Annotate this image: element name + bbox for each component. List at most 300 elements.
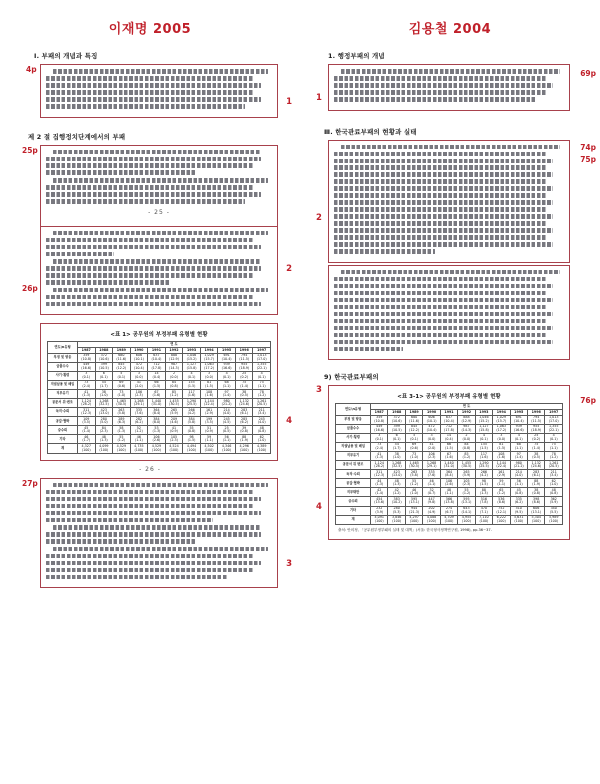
table-row [336, 451, 563, 460]
table-cell: 510 (9.5) [510, 506, 527, 515]
table-year-header: 1989 [405, 409, 422, 415]
table-cell: 59 (1.1) [200, 435, 218, 444]
table-cell: 38 (0.5) [527, 451, 544, 460]
right-table-group-header: 연 도 [371, 404, 563, 410]
table-cell: 4,955 (100) [458, 515, 475, 524]
table-cell: 81 (1.5) [200, 380, 218, 389]
table-cell: 1,063 (17.2) [493, 424, 510, 433]
right-data-table [335, 403, 563, 524]
table-cell: 266 (4.2) [183, 408, 201, 417]
table-cell: 335 (7.6) [423, 470, 440, 479]
table-cell: 1,046 (15.2) [183, 353, 201, 362]
table-cell: 4,529 (100) [148, 444, 166, 453]
table-cell: 4,088 (100) [423, 515, 440, 524]
table-cell: 1,127 (15.8) [475, 424, 492, 433]
table-cell: 3 (0.1) [77, 371, 95, 380]
table-cell: 155 (1.5) [475, 442, 492, 451]
right-document-column [300, 0, 600, 784]
left-highlight-block-2[interactable] [40, 145, 278, 226]
table-cell: 88 (1.9) [235, 435, 253, 444]
right-page-mark-69p: 69p [580, 69, 596, 78]
left-page-mark-4p: 4p [26, 65, 37, 74]
table-year-header: 1989 [113, 347, 131, 353]
table-cell: 987 (14.3) [458, 424, 475, 433]
table-cell: 1,013 (17.0) [545, 415, 563, 424]
table-cell: 73 (1.0) [405, 451, 422, 460]
right-page-mark-75p: 75p [580, 154, 596, 164]
left-document-title: 이재명 2005 [108, 22, 192, 37]
table-cell: 423 (13.0) [95, 408, 113, 417]
table-cell: 1,455 (30.5) [165, 399, 183, 408]
table-cell: 14 (0.4) [148, 371, 166, 380]
table-cell: 4 (0.1) [253, 371, 271, 380]
right-highlight-block-3[interactable] [328, 265, 570, 360]
table-cell: 6 (0.1) [388, 433, 405, 442]
table-cell: 939 (16.6) [218, 362, 236, 371]
table-cell: 536 (8.6) [493, 497, 510, 506]
table-cell: 1,063 (17.2) [200, 362, 218, 371]
table-cell: 1,355 (22.1) [253, 362, 271, 371]
table-cell: 1,440 (31.0) [148, 399, 166, 408]
table-cell: 987 (14.3) [165, 362, 183, 371]
table-cell: 41 (2.0) [130, 380, 148, 389]
table-cell: 944 (21.3) [405, 506, 422, 515]
table-row-label: 사기·횡령 [48, 371, 78, 380]
table-cell: 1,268 (32.5) [388, 461, 405, 470]
table-cell: 383 (10.2) [388, 497, 405, 506]
table-year-header: 1993 [183, 347, 201, 353]
table-cell: 274 (6.7) [440, 506, 457, 515]
table-cell: 399 (10.5) [388, 424, 405, 433]
table-cell: 1,144 (22.4) [493, 461, 510, 470]
table-cell: 595 (13.1) [405, 497, 422, 506]
table-cell: 283 (6.1) [235, 408, 253, 417]
table-cell: 372 (10.6) [388, 415, 405, 424]
paragraph [334, 69, 564, 102]
right-page-mark-74p: 74p [580, 142, 596, 152]
left-page-number-25: - 25 - [148, 208, 170, 216]
table-cell: 398 (8.6) [527, 497, 544, 506]
paragraph [46, 483, 272, 523]
table-cell: 67 (1.6) [440, 451, 457, 460]
table-cell: 1,261 (20.5) [545, 461, 563, 470]
table-cell: 14 (0.4) [440, 433, 457, 442]
table-cell: 4,327 (100) [77, 444, 95, 453]
table-cell: 712 (17.8) [440, 424, 457, 433]
table-cell: 45 (1.4) [77, 426, 95, 435]
right-table-highlight-block[interactable] [328, 385, 570, 539]
table-year-header: 1992 [458, 409, 475, 415]
table-cell: 606 (10.1) [130, 353, 148, 362]
table-cell: 62 (1.0) [253, 435, 271, 444]
table-cell: 38 (0.5) [235, 389, 253, 398]
table-cell: 472 (10.4) [130, 362, 148, 371]
table-cell: 214 (4.0) [510, 470, 527, 479]
table-row [336, 442, 563, 451]
table-year-header: 1994 [493, 409, 510, 415]
table-cell: 606 (10.1) [423, 415, 440, 424]
table-row [48, 389, 271, 398]
table-row-label: 독직·수뢰 [48, 408, 78, 417]
table-cell: 42 (1.2) [388, 488, 405, 497]
table-row [336, 497, 563, 506]
table-row-label: 직무유기 [336, 451, 371, 460]
table-cell: 98 (1.5) [183, 435, 201, 444]
table-row [48, 371, 271, 380]
table-row-label: 증수뢰 [48, 426, 78, 435]
table-cell: 245 (4.5) [218, 417, 236, 426]
table-cell: 1,046 (15.2) [475, 415, 492, 424]
table-cell: 5,989 (100) [545, 515, 563, 524]
table-cell: 955 (18.9) [235, 362, 253, 371]
table-year-header: 1994 [200, 347, 218, 353]
table-cell: 637 (10.4) [148, 353, 166, 362]
table-cell: 38 (0.8) [527, 488, 544, 497]
table-cell: 4 (0.1) [475, 433, 492, 442]
table-cell: 1,124 (28.2) [77, 399, 95, 408]
table-cell: 46 (1.7) [77, 435, 95, 444]
table-cell: 58 (1.3) [113, 426, 131, 435]
table-cell: 449 (16.6) [77, 362, 95, 371]
table-cell: 606 (13.1) [527, 506, 544, 515]
table-cell: 712 (17.8) [148, 362, 166, 371]
table-cell: 566 (13.8) [440, 497, 457, 506]
table-row [336, 461, 563, 470]
table-cell: 55 (0.8) [183, 426, 201, 435]
table-cell: 1,268 (29.1) [423, 461, 440, 470]
table-cell: 84 (0.8) [458, 442, 475, 451]
table-cell: 845 (12.2) [113, 362, 131, 371]
table-row-label: 부정 및 향응 [336, 415, 371, 424]
table-cell: 232 (3.9) [371, 506, 388, 515]
table-cell: 42 (1.4) [371, 488, 388, 497]
table-cell: 384 (8.0) [148, 417, 166, 426]
table-cell: 4,502 (100) [200, 444, 218, 453]
left-table-corner: 연도\n유형 [48, 342, 78, 353]
table-row [336, 470, 563, 479]
table-cell: 48 (0.8) [545, 488, 563, 497]
table-cell: 472 (10.4) [423, 424, 440, 433]
left-highlight-block-1[interactable] [40, 64, 278, 118]
table-cell: 55 (1.2) [113, 435, 131, 444]
table-cell: 108 (1.6) [200, 389, 218, 398]
table-year-header: 1990 [130, 347, 148, 353]
table-cell: 211 (3.4) [253, 408, 271, 417]
left-highlight-block-3[interactable] [40, 478, 278, 589]
table-cell: 46 (1.1) [130, 435, 148, 444]
table-cell: 359 (10.8) [371, 415, 388, 424]
right-page-mark-76p: 76p [580, 396, 596, 406]
paragraph [334, 145, 564, 254]
table-cell: 4,296 (100) [235, 444, 253, 453]
table-cell: 384 (5.8) [183, 417, 201, 426]
table-cell: 54 (1.7) [95, 380, 113, 389]
table-row [336, 479, 563, 488]
table-cell: 691 (10.4) [510, 415, 527, 424]
table-cell: 68 (1.1) [218, 380, 236, 389]
table-cell: 888 (12.9) [165, 353, 183, 362]
table-cell: 1,355 (22.1) [545, 424, 563, 433]
left-data-table [47, 341, 271, 453]
table-cell: 75 (1.4) [235, 380, 253, 389]
table-year-header: 1992 [165, 347, 183, 353]
table-year-header: 1987 [371, 409, 388, 415]
table-cell: 4,524 (100) [165, 444, 183, 453]
table-cell: 46 (1.1) [423, 479, 440, 488]
table-cell: 41 (2.0) [423, 442, 440, 451]
table-cell: 4,494 (100) [183, 444, 201, 453]
table-cell: 423 (13.0) [388, 470, 405, 479]
left-page-mark-25p: 25p [22, 145, 38, 155]
table-cell: 595 (13.1) [458, 497, 475, 506]
table-year-header: 1997 [545, 409, 563, 415]
table-row-label: 기타 [48, 435, 78, 444]
table-cell: 55 (1.2) [405, 479, 422, 488]
table-cell: 1,440 (31.0) [440, 461, 457, 470]
table-cell: 48 (0.8) [253, 426, 271, 435]
table-cell: 88 (1.9) [527, 479, 544, 488]
table-cell: 209 (4.6) [165, 417, 183, 426]
right-section-heading-3: 9) 한국관료부패의 [324, 373, 379, 382]
table-row [48, 444, 271, 453]
table-cell: 1,132 (24.6) [527, 461, 544, 470]
table-cell: 1,132 (24.6) [235, 399, 253, 408]
table-cell: 84 (2.3) [95, 426, 113, 435]
table-cell: 68 (1.1) [510, 442, 527, 451]
table-row-label: 금품수수 [336, 424, 371, 433]
table-cell: 3 (0.0) [493, 433, 510, 442]
table-cell: 48 (1.3) [95, 435, 113, 444]
left-match-marker-4: 4 [286, 416, 292, 427]
table-cell: 752 (12.1) [493, 506, 510, 515]
table-cell: 2 (0.0) [165, 371, 183, 380]
table-cell: 939 (16.6) [510, 424, 527, 433]
table-cell: 263 (5.8) [405, 470, 422, 479]
table-cell: 4 (0.1) [545, 433, 563, 442]
table-cell: 289 (6.3) [113, 417, 131, 426]
table-cell: 3 (0.0) [423, 433, 440, 442]
table-cell: 106 (2.3) [423, 451, 440, 460]
table-cell: 84 (0.8) [165, 380, 183, 389]
table-cell: 447 (9.8) [423, 497, 440, 506]
table-cell: 794 (11.5) [235, 353, 253, 362]
table-cell: 7,110 (100) [475, 515, 492, 524]
table-year-header: 1995 [218, 347, 236, 353]
table-cell: 1,290 (25.5) [475, 461, 492, 470]
table-cell: 1,124 (28.2) [371, 461, 388, 470]
table-cell: 311 (12.3) [371, 470, 388, 479]
table-cell: 980 (21.2) [510, 461, 527, 470]
paragraph [46, 288, 272, 307]
table-cell: 32 (0.7) [423, 488, 440, 497]
table-cell: 1,290 (25.5) [183, 399, 201, 408]
table-year-header: 1996 [235, 347, 253, 353]
table-cell: 25 (0.2) [527, 433, 544, 442]
table-year-header: 1988 [95, 347, 113, 353]
table-cell: 75 (1.1) [545, 442, 563, 451]
table-row [48, 380, 271, 389]
table-cell: 66 (1.5) [148, 380, 166, 389]
table-cell: 265 (5.9) [458, 470, 475, 479]
table-cell: 845 (12.2) [405, 424, 422, 433]
table-cell: 282 (6.2) [130, 417, 148, 426]
table-cell: 283 (6.1) [527, 470, 544, 479]
table-cell: 25 (0.5) [218, 426, 236, 435]
table-cell: 335 (6.2) [510, 497, 527, 506]
left-page-number-26: - 26 - [139, 465, 161, 473]
table-cell: 78 (1.2) [253, 389, 271, 398]
table-row [336, 433, 563, 442]
table-row-label: 직무유기 [48, 389, 78, 398]
table-cell: 516 (7.8) [475, 497, 492, 506]
table-row [336, 424, 563, 433]
table-cell: 470 (7.1) [475, 506, 492, 515]
table-row-label: 직무태만 [336, 488, 371, 497]
table-cell: 4,529 (100) [113, 444, 131, 453]
table-cell: 97 (1.4) [218, 389, 236, 398]
table-cell: 73 (1.0) [113, 389, 131, 398]
table-cell: 56 (1.1) [510, 479, 527, 488]
table-cell: 266 (4.2) [475, 470, 492, 479]
table-cell: 108 (1.6) [493, 451, 510, 460]
table-row-label: 독직·수뢰 [336, 470, 371, 479]
table-cell: 4,389 (100) [253, 444, 271, 453]
table-cell: 4,735 (100) [130, 444, 148, 453]
table-cell: 1,013 (17.0) [253, 353, 271, 362]
table-cell: 62 (1.0) [545, 479, 563, 488]
table-cell: 5,631 (100) [510, 515, 527, 524]
table-cell: 41 (0.9) [165, 426, 183, 435]
left-table-group-header: 연 도 [77, 342, 270, 348]
table-cell: 637 (10.4) [440, 415, 457, 424]
table-cell: 280 (5.3) [388, 506, 405, 515]
table-cell: 1,455 (30.5) [458, 461, 475, 470]
table-year-header: 1993 [475, 409, 492, 415]
left-table-head [48, 342, 271, 353]
left-page-mark-27p: 27p [22, 478, 38, 488]
table-cell: 359 (10.8) [77, 353, 95, 362]
table-cell: 54 (1.7) [388, 442, 405, 451]
right-table-corner: 연도\n유형 [336, 404, 371, 415]
table-cell: 85 (1.2) [165, 389, 183, 398]
table-row-label: 직권남용 및 배임 [336, 442, 371, 451]
table-row-label: 기타 [336, 506, 371, 515]
right-highlight-block-1[interactable] [328, 64, 570, 111]
table-cell: 1,127 (15.8) [183, 362, 201, 371]
table-row [48, 408, 271, 417]
table-cell: 161 (2.9) [200, 408, 218, 417]
table-cell: 66 (1.5) [440, 442, 457, 451]
table-cell: 106 (2.3) [130, 389, 148, 398]
table-cell: 39 (0.8) [235, 426, 253, 435]
table-cell: 449 (16.6) [371, 424, 388, 433]
left-table-highlight-block[interactable] [40, 323, 278, 460]
table-cell: 1,465 (30.5) [113, 399, 131, 408]
left-section-heading-2: 제 2 절 집행정치단계에서의 부패 [28, 132, 126, 141]
table-cell: 98 (1.5) [475, 479, 492, 488]
table-year-header: 1991 [440, 409, 457, 415]
table-row [48, 435, 271, 444]
table-cell: 97 (1.4) [510, 451, 527, 460]
table-cell: 53 (1.3) [148, 426, 166, 435]
table-cell: 73 (2.4) [77, 380, 95, 389]
right-highlight-block-2[interactable] [328, 140, 570, 263]
table-cell: 45 (0.8) [510, 488, 527, 497]
table-cell: 362 (5.9) [545, 497, 563, 506]
table-row-label: 공문서 위 변조 [336, 461, 371, 470]
table-year-header: 1997 [253, 347, 271, 353]
table-cell: 3 (0.0) [200, 371, 218, 380]
table-cell: 4 (0.1) [510, 433, 527, 442]
table-cell: 65 (1.2) [493, 488, 510, 497]
table-year-header: 1991 [148, 347, 166, 353]
table-cell: 69 (0.6) [113, 380, 131, 389]
table-cell: 3 (0.0) [130, 371, 148, 380]
table-cell: 41 (1.3) [371, 451, 388, 460]
left-section-heading-1: Ⅰ. 부패의 개념과 특징 [34, 52, 98, 60]
table-row [336, 515, 563, 524]
right-table-caption: <표 3-1> 공무원의 부정부패 유형별 현황 [397, 394, 501, 401]
table-cell: 265 (5.9) [165, 408, 183, 417]
table-cell: 372 (10.6) [95, 353, 113, 362]
paragraph [46, 525, 272, 544]
paragraph [46, 231, 272, 257]
paragraph [46, 150, 272, 176]
table-cell: 105 (2.3) [165, 435, 183, 444]
table-cell: 117 (1.6) [183, 389, 201, 398]
table-cell: 335 (7.6) [130, 408, 148, 417]
table-cell: 364 (8.4) [440, 470, 457, 479]
table-cell: 4,709 (100) [440, 515, 457, 524]
paragraph [46, 259, 272, 285]
table-cell: 59 (1.1) [493, 479, 510, 488]
table-cell: 340 (5.5) [545, 506, 563, 515]
table-cell: 69 (0.6) [405, 442, 422, 451]
paragraph [46, 547, 272, 580]
right-document-title: 김용철 2004 [408, 22, 492, 37]
table-cell: 78 (1.2) [545, 451, 563, 460]
table-cell: 399 (10.5) [95, 362, 113, 371]
table-cell: 214 (4.0) [218, 408, 236, 417]
table-row [336, 415, 563, 424]
table-cell: 85 (1.2) [458, 451, 475, 460]
table-cell: 25 (0.2) [235, 371, 253, 380]
left-highlight-block-2b[interactable] [40, 226, 278, 316]
table-cell: 75 (1.4) [527, 442, 544, 451]
table-year-header: 1990 [423, 409, 440, 415]
table-cell: 1,029 (15.7) [493, 415, 510, 424]
left-match-marker-3: 3 [286, 558, 292, 569]
table-row [48, 362, 271, 371]
table-cell: 5 (0.1) [113, 371, 131, 380]
table-cell: 161 (2.9) [493, 470, 510, 479]
table-cell: 888 (12.9) [458, 415, 475, 424]
table-cell: 211 (3.4) [545, 470, 563, 479]
table-row-label: 직권남용 및 배임 [48, 380, 78, 389]
table-row-label: 부정 및 향응 [48, 353, 78, 362]
table-row-label: 금품수수 [48, 362, 78, 371]
table-cell: 364 (8.4) [148, 408, 166, 417]
table-cell: 67 (1.6) [148, 389, 166, 398]
table-cell: 311 (12.3) [77, 408, 95, 417]
table-cell: 1,268 (29.1) [130, 399, 148, 408]
right-table-head [336, 404, 563, 415]
table-cell: 38 (1.0) [388, 451, 405, 460]
table-cell: 794 (11.5) [527, 415, 544, 424]
table-cell: 51 (0.9) [200, 426, 218, 435]
table-cell: 3,846 (100) [388, 515, 405, 524]
table-cell: 105 (2.3) [458, 479, 475, 488]
